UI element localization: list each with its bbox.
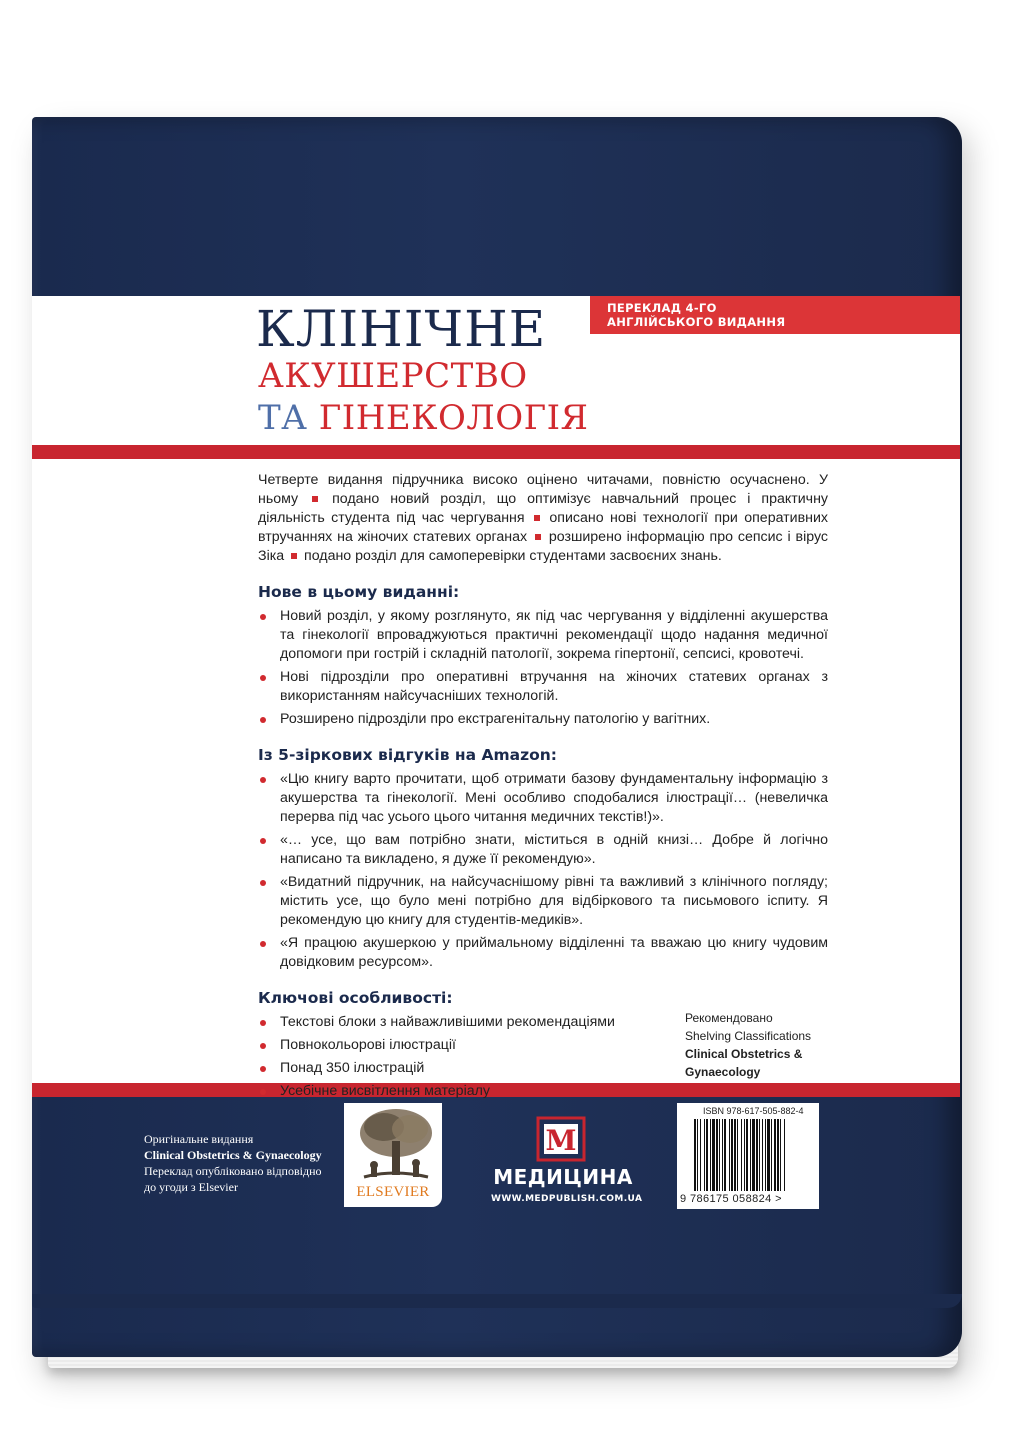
orig-line2: Clinical Obstetrics & Gynaecology <box>144 1148 322 1162</box>
list-item: «Цю книгу варто прочитати, щоб отримати базову фундаментальну інформацію з акушерства та гінекології. Мені особливо сподобалися ілюстрації… (невеличка перерва під час усього цього читання медичних текстів!)». <box>258 770 828 827</box>
barcode-bar <box>712 1119 715 1191</box>
barcode-bar <box>734 1119 736 1191</box>
orig-line3: Переклад опубліковано відповідно <box>144 1164 322 1178</box>
new-edition-list <box>258 607 828 729</box>
recommend-line3: Clinical Obstetrics & <box>685 1047 803 1061</box>
barcode-icon <box>694 1119 810 1191</box>
barcode-bar <box>704 1119 705 1191</box>
barcode-bar <box>744 1119 745 1191</box>
orig-line4: до угоди з Elsevier <box>144 1180 238 1194</box>
barcode-bar <box>706 1119 708 1191</box>
original-edition-note <box>144 1131 344 1195</box>
recommend-line1: Рекомендовано <box>685 1011 773 1025</box>
edition-badge <box>590 296 960 334</box>
barcode-bar <box>731 1119 733 1191</box>
barcode-bar <box>765 1119 766 1191</box>
book-title-line3-rest: ГІНЕКОЛОГІЯ <box>307 398 589 438</box>
barcode-bar <box>756 1119 758 1191</box>
barcode-bar <box>724 1119 726 1191</box>
elsevier-logo <box>344 1103 442 1207</box>
barcode-bar <box>697 1119 698 1191</box>
intro-paragraph <box>258 471 828 566</box>
isbn-text: ISBN 978-617-505-882-4 <box>703 1106 804 1116</box>
recommend-line2: Shelving Classifications <box>685 1029 812 1043</box>
barcode-bar <box>722 1119 723 1191</box>
red-square-marker <box>535 534 541 540</box>
barcode-bar <box>737 1119 738 1191</box>
barcode-bar <box>762 1119 763 1191</box>
barcode-bar <box>771 1119 772 1191</box>
publisher-logo-letter: M <box>545 1124 577 1157</box>
barcode-bar <box>746 1119 748 1191</box>
barcode-digits: 9 786175 058824 > <box>680 1193 782 1205</box>
list-item: Нові підрозділи про оперативні втручання на жіночих статевих органах з використанням найсучасніших технологій. <box>258 668 828 706</box>
barcode-bar <box>777 1119 779 1191</box>
cover-bottom-edge <box>32 1294 962 1308</box>
red-square-marker <box>534 515 540 521</box>
intro-text-1: Четверте видання підручника високо оцінено читачами, повністю осучаснено. У ньому <box>258 472 828 507</box>
list-item: Текстові блоки з найважливішими рекомендаціями <box>258 1013 828 1032</box>
book-title-line3 <box>258 398 589 438</box>
list-item: Понад 350 ілюстрацій <box>258 1059 828 1078</box>
barcode-bar <box>752 1119 755 1191</box>
book-title-line1: КЛІНІЧНЕ <box>256 300 547 358</box>
section-heading-features: Ключові особливості: <box>258 989 453 1007</box>
barcode-bar <box>729 1119 730 1191</box>
barcode-bar <box>700 1119 701 1191</box>
recommend-line4: Gynaecology <box>685 1065 761 1079</box>
red-divider-top <box>32 445 960 459</box>
barcode-bar <box>710 1119 711 1191</box>
red-square-marker <box>312 496 318 502</box>
intro-text-3: описано нові технології при оперативних втручаннях на жіночих статевих органах <box>258 510 828 545</box>
list-item: Розширено підрозділи про екстрагенітальну патологію у вагітних. <box>258 710 828 729</box>
barcode-bar <box>759 1119 760 1191</box>
list-item: Повнокольорові ілюстрації <box>258 1036 828 1055</box>
barcode-bar <box>767 1119 770 1191</box>
intro-text-5: подано розділ для самоперевірки студентами засвоєних знань. <box>304 548 722 564</box>
red-square-marker <box>291 553 297 559</box>
elsevier-tree-icon <box>344 1103 442 1183</box>
publisher-name: МЕДИЦИНА <box>493 1165 633 1189</box>
barcode-bar <box>716 1119 718 1191</box>
edition-badge-line1: ПЕРЕКЛАД 4-ГО <box>607 301 717 315</box>
book-title-ta: ТА <box>258 398 308 438</box>
shelving-recommendation <box>685 1009 811 1081</box>
list-item: «… усе, що вам потрібно знати, міститься в одній книзі… Добре й логічно написано та викладено, я дуже її рекомендую». <box>258 831 828 869</box>
intro-text-4: розширено інформацію про сепсис і вірус Зіка <box>258 529 828 564</box>
list-item: «Я працюю акушеркою у приймальному відділенні та вважаю цю книгу чудовим довідковим ресурсом». <box>258 934 828 972</box>
barcode-bar <box>719 1119 720 1191</box>
intro-text-2: подано новий розділ, що оптимізує навчальний процес і практичну діяльність студента під час чергування <box>258 491 828 526</box>
publisher-url: WWW.MEDPUBLISH.COM.UA <box>491 1194 643 1204</box>
barcode-bar <box>774 1119 776 1191</box>
barcode-bar <box>741 1119 742 1191</box>
reviews-list <box>258 770 828 972</box>
edition-badge-line2: АНГЛІЙСЬКОГО ВИДАННЯ <box>607 315 786 329</box>
barcode-bar <box>750 1119 751 1191</box>
list-item: Усебічне висвітлення матеріалу <box>258 1082 828 1101</box>
section-heading-reviews: Із 5-зіркових відгуків на Amazon: <box>258 746 557 764</box>
publisher-m-logo-icon <box>536 1116 586 1162</box>
barcode-bar <box>780 1119 781 1191</box>
elsevier-label: ELSEVIER <box>356 1184 430 1200</box>
orig-line1: Оригінальне видання <box>144 1132 254 1146</box>
section-heading-new: Нове в цьому виданні: <box>258 583 460 601</box>
book-title-line2: АКУШЕРСТВО <box>258 356 528 396</box>
list-item: «Видатний підручник, на найсучаснішому рівні та важливий з клінічного погляду; містить усе, що було мені потрібно для відбіркового та письмового іспиту. Я рекомендую цю книгу для студентів-медиків». <box>258 873 828 930</box>
barcode-bar <box>784 1119 785 1191</box>
barcode-bar <box>694 1119 696 1191</box>
list-item: Новий розділ, у якому розглянуто, як під час чергування у відділенні акушерства та гінекології впроваджуються практичні рекомендації щодо надання медичної допомоги при гострій і складній патології, зокрема гіпертонії, сепсисі, кровотечі. <box>258 607 828 664</box>
